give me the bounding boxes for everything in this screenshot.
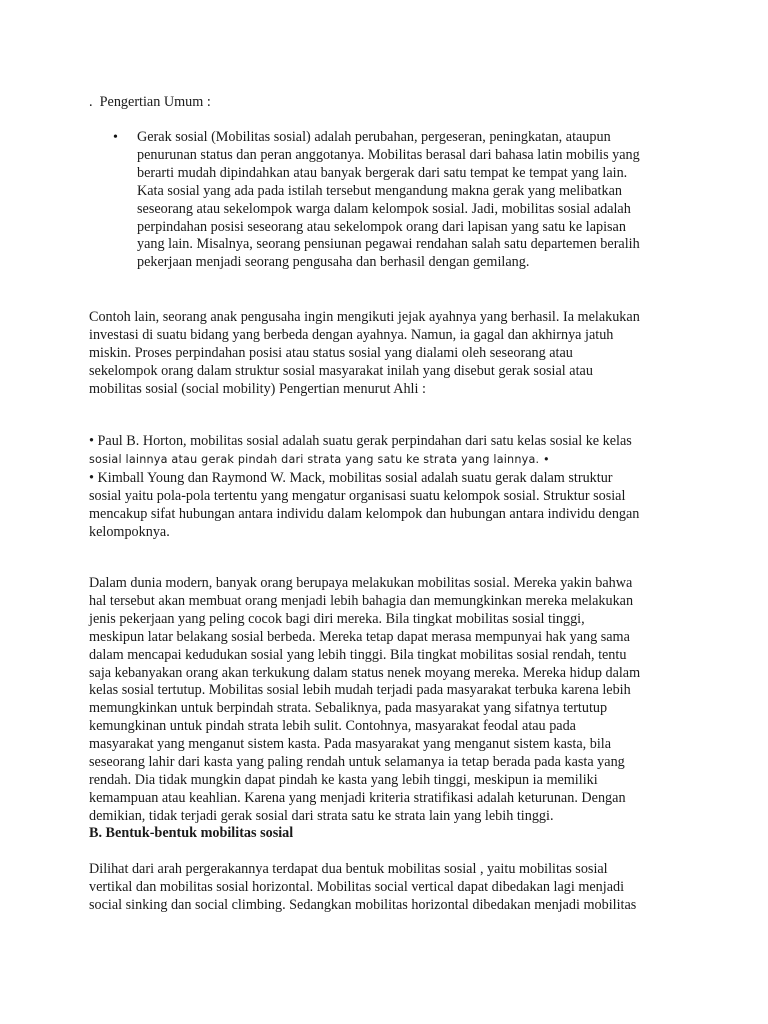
paragraph-dunia-modern xyxy=(89,575,689,826)
text-line: Dilihat dari arah pergerakannya terdapat dua bentuk mobilitas sosial , yaitu mobilitas sosial xyxy=(89,861,608,877)
text-line: yang lain. Misalnya, seorang pensiunan pegawai rendahan salah satu departemen beralih xyxy=(137,236,640,253)
text-line: miskin. Proses perpindahan posisi atau status sosial yang dialami oleh seseorang atau xyxy=(89,344,573,361)
text-line: Contoh lain, seorang anak pengusaha ingin mengikuti jejak ayahnya yang berhasil. Ia melakukan xyxy=(89,309,640,325)
text-line: perpindahan posisi seseorang atau sekelompok orang dari lapisan yang satu ke lapisan xyxy=(137,218,626,235)
text-line: hal tersebut akan membuat orang menjadi lebih bahagia dan memungkinkan mereka melakukan xyxy=(89,592,634,609)
text-line: Kata sosial yang ada pada istilah tersebut mengandung makna gerak yang melibatkan xyxy=(137,182,622,199)
text-line: mencakup sifat hubungan antara individu dalam kelompok dan hubungan antara individu dengan xyxy=(89,505,640,522)
section-heading-bentuk-mobilitas: B. Bentuk-bentuk mobilitas sosial xyxy=(89,825,294,841)
text-line: Gerak sosial (Mobilitas sosial) adalah perubahan, pergeseran, peningkatan, ataupun xyxy=(137,129,611,145)
text-line: jenis pekerjaan yang peling cocok bagi diri mereka. Bila tingkat mobilitas sosial tinggi, xyxy=(89,610,585,627)
text-line: berarti mudah dipindahkan atau banyak bergerak dari satu tempat ke tempat yang lain. xyxy=(137,164,628,181)
text-line: rendah. Dia tidak mungkin dapat pindah ke kasta yang lebih tinggi, meskipun ia memiliki xyxy=(89,771,598,788)
text-line: social sinking dan social climbing. Sedangkan mobilitas horizontal dibedakan menjadi mobilitas xyxy=(89,896,637,913)
definition-kimball-young xyxy=(89,470,689,542)
text-line: pekerjaan menjadi seorang pengusaha dan berhasil dengan gemilang. xyxy=(137,254,530,271)
text-line: sosial lainnya atau gerak pindah dari strata yang satu ke strata yang lainnya. • xyxy=(89,452,550,466)
definition-paul-horton xyxy=(89,433,689,469)
text-line: kemampuan atau keahlian. Karena yang menjadi kriteria stratifikasi adalah keturunan. Dengan xyxy=(89,789,626,806)
text-line: investasi di suatu bidang yang berbeda dengan ayahnya. Namun, ia gagal dan akhirnya jatuh xyxy=(89,326,614,343)
text-line: memungkinkan untuk berpindah strata. Sebaliknya, pada masyarakat yang sifatnya tertutup xyxy=(89,700,608,717)
text-line: vertikal dan mobilitas sosial horizontal. Mobilitas social vertical dapat dibedakan lagi menjadi xyxy=(89,878,625,895)
text-line: kemungkinan untuk pindah strata lebih sulit. Contohnya, masyarakat feodal atau pada xyxy=(89,718,576,735)
text-line: kelompoknya. xyxy=(89,523,170,540)
text-line: sekelompok orang dalam struktur sosial masyarakat inilah yang disebut gerak sosial atau xyxy=(89,362,593,379)
paragraph-contoh-lain xyxy=(89,309,689,399)
bullet-paragraph xyxy=(137,129,682,272)
text-line: sosial yaitu pola-pola tertentu yang mengatur organisasi suatu kelompok sosial. Struktur sosial xyxy=(89,487,626,504)
text-line: kelas sosial tertutup. Mobilitas sosial lebih mudah terjadi pada masyarakat terbuka karena lebih xyxy=(89,682,631,699)
text-line: • Kimball Young dan Raymond W. Mack, mobilitas sosial adalah suatu gerak dalam struktur xyxy=(89,470,613,486)
paragraph-dilihat-dari-arah xyxy=(89,861,689,915)
text-line: dalam mencapai kedudukan sosial yang lebih tinggi. Bila tingkat mobilitas sosial rendah, tentu xyxy=(89,646,627,663)
section-heading-pengertian-umum: . Pengertian Umum : xyxy=(89,94,211,110)
text-line: meskipun latar belakang sosial berbeda. Mereka tetap dapat merasa mempunyai hak yang sama xyxy=(89,628,630,645)
bullet-icon: • xyxy=(113,130,118,145)
text-line: penurunan status dan peran anggotanya. Mobilitas berasal dari bahasa latin mobilis yang xyxy=(137,146,640,163)
text-line: saja kebanyakan orang akan terkukung dalam status nenek moyang mereka. Mereka hidup dalam xyxy=(89,664,641,681)
text-line: Dalam dunia modern, banyak orang berupaya melakukan mobilitas sosial. Mereka yakin bahwa xyxy=(89,575,633,591)
text-line: mobilitas sosial (social mobility) Pengertian menurut Ahli : xyxy=(89,380,426,397)
text-line: masyarakat yang menganut sistem kasta. Pada masyarakat yang menganut sistem kasta, bila xyxy=(89,736,612,753)
text-line: demikian, tidak terjadi gerak sosial dari strata satu ke strata lain yang lebih tinggi. xyxy=(89,807,554,824)
text-line: seseorang lahir dari kasta yang paling rendah untuk selamanya ia tetap berada pada kasta yang xyxy=(89,754,625,771)
text-line: • Paul B. Horton, mobilitas sosial adalah suatu gerak perpindahan dari satu kelas sosial ke kelas xyxy=(89,433,632,449)
text-line: seseorang atau sekelompok warga dalam kelompok sosial. Jadi, mobilitas sosial adalah xyxy=(137,200,631,217)
